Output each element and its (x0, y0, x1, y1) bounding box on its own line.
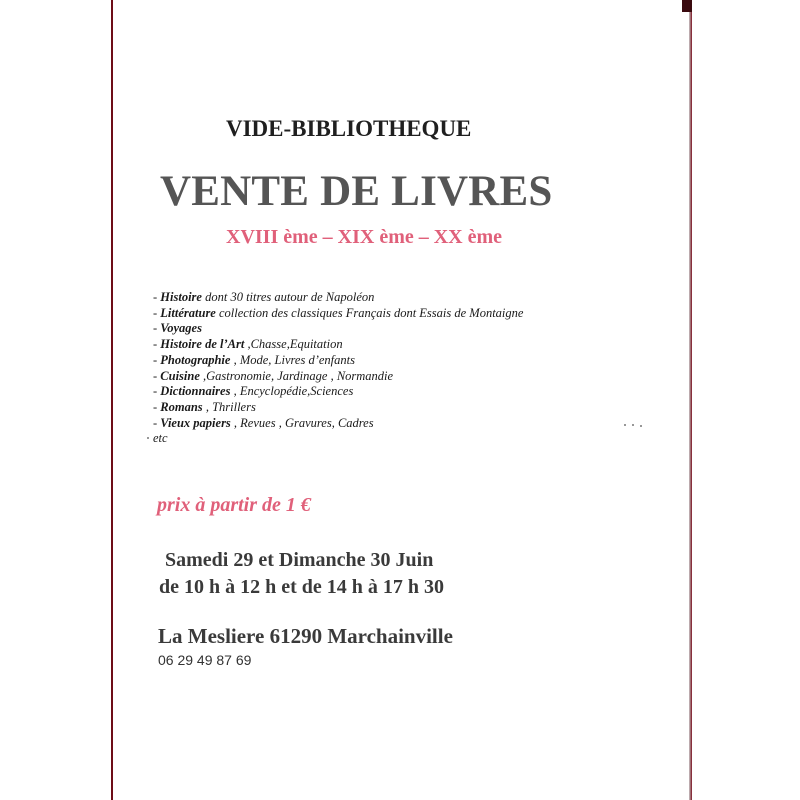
category-list (153, 290, 523, 431)
list-item: - Cuisine ,Gastronomie, Jardinage , Normandie (153, 368, 394, 383)
category-name: Histoire (160, 290, 202, 304)
event-hours: de 10 h à 12 h et de 14 h à 17 h 30 (159, 576, 445, 598)
page-right-edge (689, 0, 692, 800)
page-corner-mark (682, 0, 692, 12)
list-item: - Vieux papiers , Revues , Gravures, Cadres (153, 415, 374, 430)
category-name: Cuisine (160, 368, 200, 383)
list-item: - Photographie , Mode, Livres d’enfants (153, 352, 355, 367)
scan-speck (147, 437, 149, 439)
category-name: Littérature (160, 305, 216, 320)
flyer-title: VENTE DE LIVRES (160, 168, 553, 215)
flyer-supertitle: VIDE-BIBLIOTHEQUE (226, 116, 472, 141)
scan-speck (640, 425, 642, 427)
category-name: Voyages (160, 321, 202, 336)
list-item: - Romans , Thrillers (153, 399, 256, 414)
page-left-edge (111, 0, 113, 800)
price-note: prix à partir de 1 € (157, 494, 311, 516)
event-days: Samedi 29 et Dimanche 30 Juin (165, 549, 434, 571)
phone-number: 06 29 49 87 69 (158, 652, 252, 668)
event-address: La Mesliere 61290 Marchainville (158, 624, 453, 648)
list-item: - Littérature collection des classiques Français dont Essais de Montaigne (153, 305, 524, 320)
list-item: - Histoire de l’Art ,Chasse,Equitation (153, 337, 343, 352)
event-dates (159, 547, 444, 601)
category-name: Histoire de l’Art (160, 337, 245, 352)
list-item: - Histoire dont 30 titres autour de Napoléon (153, 290, 375, 304)
list-item: - Voyages (153, 321, 202, 336)
scan-speck (624, 424, 626, 426)
category-name: Vieux papiers (160, 415, 231, 430)
list-item: - Dictionnaires , Encyclopédie,Sciences (153, 384, 354, 399)
category-name: Dictionnaires (160, 384, 231, 399)
category-name: Photographie (160, 352, 231, 367)
category-name: Romans (160, 399, 203, 414)
scan-speck (632, 424, 634, 426)
centuries-subtitle: XVIII ème – XIX ème – XX ème (226, 226, 503, 248)
etc-note: etc (153, 431, 168, 445)
